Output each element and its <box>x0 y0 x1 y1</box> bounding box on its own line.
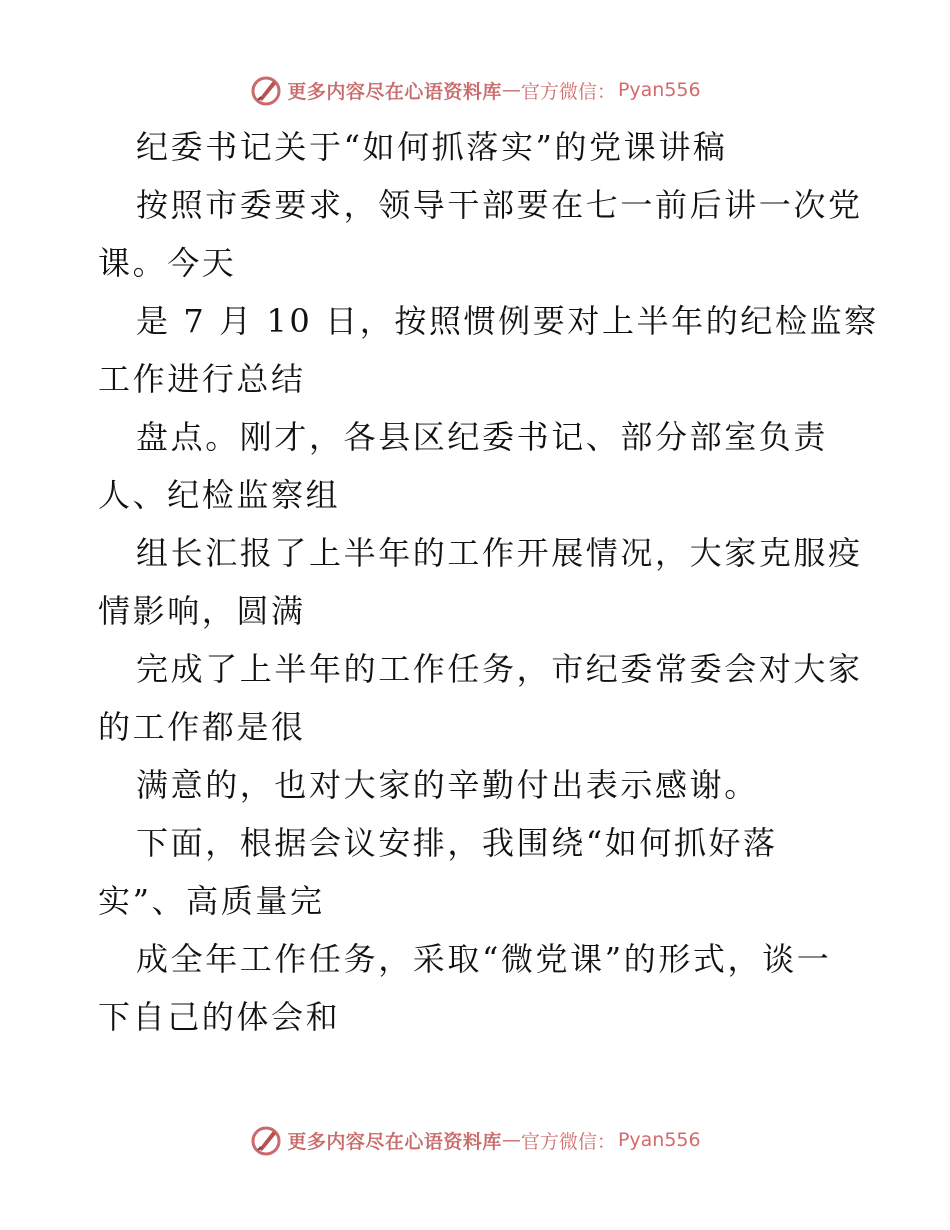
document-line: 按照市委要求，领导干部要在七一前后讲一次党 <box>136 186 863 224</box>
document-line: 盘点。刚才，各县区纪委书记、部分部室负责 <box>136 418 829 456</box>
document-line: 是 7 月 10 日，按照惯例要对上半年的纪检监察 <box>136 302 879 340</box>
document-line: 满意的，也对大家的辛勤付出表示感谢。 <box>136 766 759 804</box>
document-line: 组长汇报了上半年的工作开展情况，大家克服疫 <box>136 534 863 572</box>
header-official-label: 官方微信： <box>520 80 616 103</box>
document-line: 人、纪检监察组 <box>98 476 341 514</box>
footer-official-label: 官方微信： <box>520 1130 616 1153</box>
document-line: 下自己的体会和 <box>98 998 341 1036</box>
footer-separator: — <box>501 1129 521 1151</box>
document-line: 的工作都是很 <box>98 708 306 746</box>
header-banner <box>0 70 950 110</box>
document-line: 课。今天 <box>98 244 237 282</box>
footer-banner <box>0 1120 950 1160</box>
document-body <box>98 118 879 1046</box>
footer-wechat-id: Pyan556 <box>617 1129 701 1151</box>
document-line: 情影响，圆满 <box>98 592 306 630</box>
document-line: 完成了上半年的工作任务，市纪委常委会对大家 <box>136 650 863 688</box>
quill-pen-logo-icon <box>249 1123 283 1157</box>
footer-brand: 更多内容尽在心语资料库 <box>287 1130 502 1153</box>
header-wechat-id: Pyan556 <box>617 79 701 101</box>
document-line: 工作进行总结 <box>98 360 306 398</box>
document-line: 下面，根据会议安排，我围绕“如何抓好落 <box>136 824 778 862</box>
header-brand: 更多内容尽在心语资料库 <box>287 80 502 103</box>
document-line: 实”、高质量完 <box>98 882 325 920</box>
document-line: 成全年工作任务，采取“微党课”的形式，谈一 <box>136 940 832 978</box>
quill-pen-logo-icon <box>249 73 283 107</box>
header-separator: — <box>501 79 521 101</box>
document-line: 纪委书记关于“如何抓落实”的党课讲稿 <box>136 128 728 166</box>
